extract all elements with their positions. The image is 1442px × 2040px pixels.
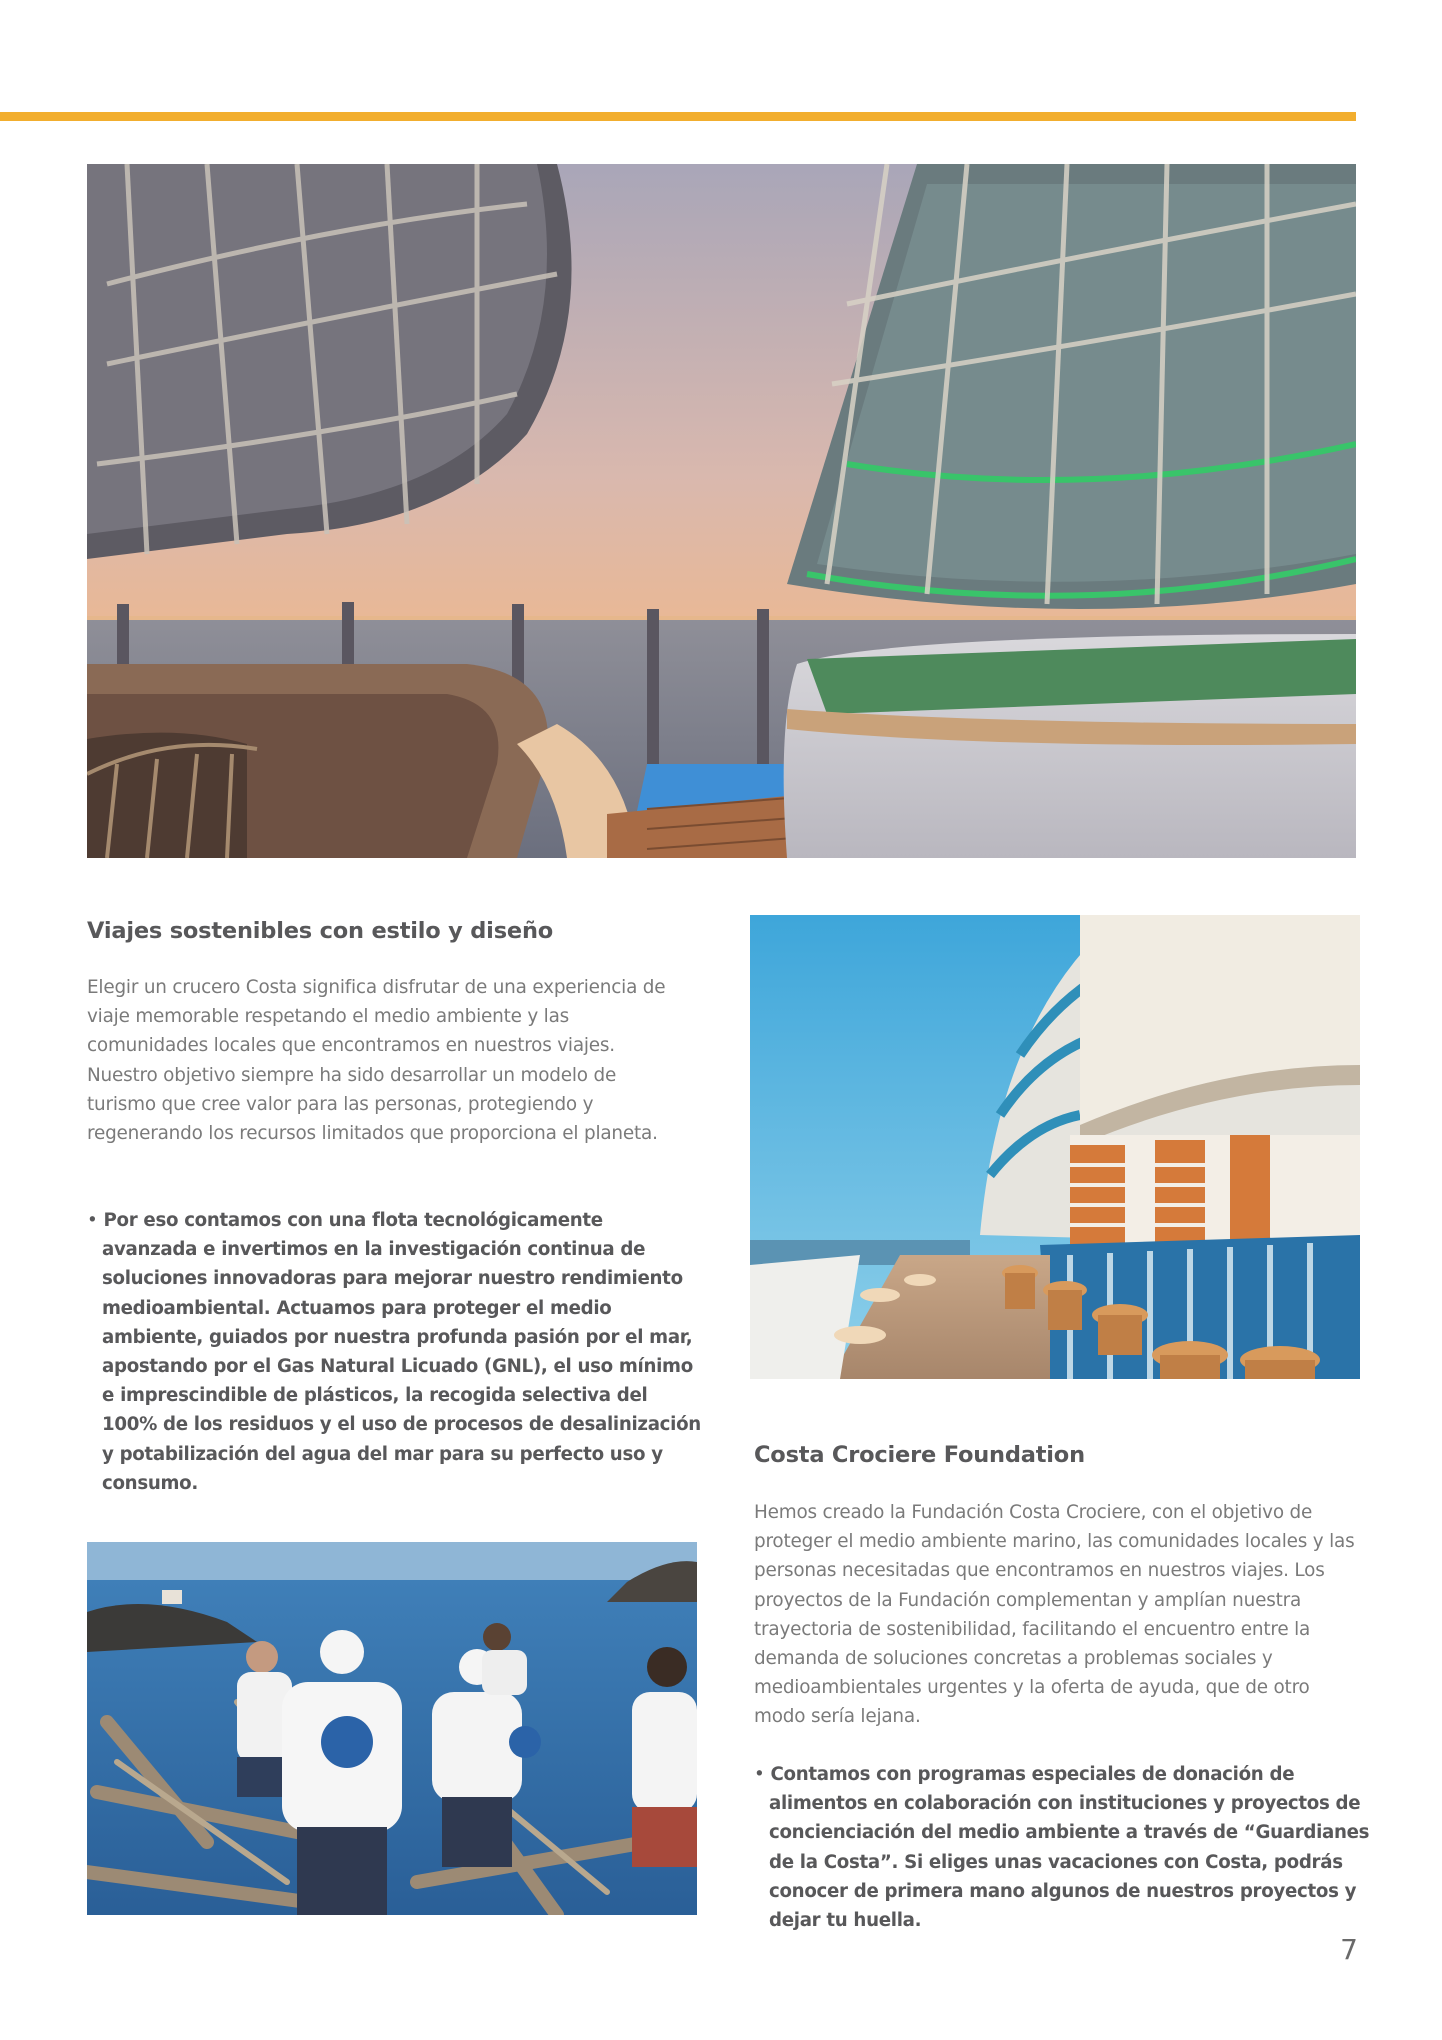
page-number: 7: [1340, 1933, 1358, 1966]
ship-pool-deck-bar-photo: [750, 915, 1360, 1379]
bullet-marker: •: [87, 1210, 98, 1231]
top-accent-rule: [0, 112, 1356, 121]
section-title-viajes-sostenibles: Viajes sostenibles con estilo y diseño: [87, 918, 554, 944]
beach-cleanup-volunteers-photo: [87, 1542, 697, 1915]
bullet-text: Contamos con programas especiales de donación de alimentos en colaboración con instituciones y proyectos de concienciación del medio ambiente a través de “Guardianes de la Costa”. Si eliges unas vacaciones con Costa, podrás conocer de primera mano algunos de nuestros proyectos y dejar tu huella.: [769, 1764, 1370, 1932]
viajes-sostenibles-paragraph: Elegir un crucero Costa significa disfrutar de una experiencia de viaje memorable respetando el medio ambiente y las comunidades locales que encontramos en nuestros viajes. Nuestro objetivo siempre ha sido desarrollar un modelo de turismo que cree valor para las personas, protegiendo y regenerando los recursos limitados que proporciona el planeta.: [87, 977, 666, 1145]
bullet-marker: •: [754, 1764, 765, 1785]
bullet-text: Por eso contamos con una flota tecnológicamente avanzada e invertimos en la investigación continua de soluciones innovadoras para mejorar nuestro rendimiento medioambiental. Actuamos para proteger el medio ambiente, guiados por nuestra profunda pasión por el mar, apostando por el Gas Natural Licuado (GNL), el uso mínimo e imprescindible de plásticos, la recogida selectiva del 100% de los residuos y el uso de procesos de desalinización y potabilización del agua del mar para su perfecto uso y consumo.: [102, 1210, 701, 1494]
section-title-costa-crociere-foundation: Costa Crociere Foundation: [754, 1442, 1085, 1468]
foundation-bullet: [754, 1760, 1374, 1935]
viajes-sostenibles-bullet: [87, 1206, 702, 1498]
ship-deck-sunset-photo: [87, 164, 1356, 858]
foundation-paragraph: Hemos creado la Fundación Costa Crociere, con el objetivo de proteger el medio ambiente marino, las comunidades locales y las personas necesitadas que encontramos en nuestros viajes. Los proyectos de la Fundación complementan y amplían nuestra trayectoria de sostenibilidad, facilitando el encuentro entre la demanda de soluciones concretas a problemas sociales y medioambientales urgentes y la oferta de ayuda, que de otro modo sería lejana.: [754, 1502, 1355, 1728]
